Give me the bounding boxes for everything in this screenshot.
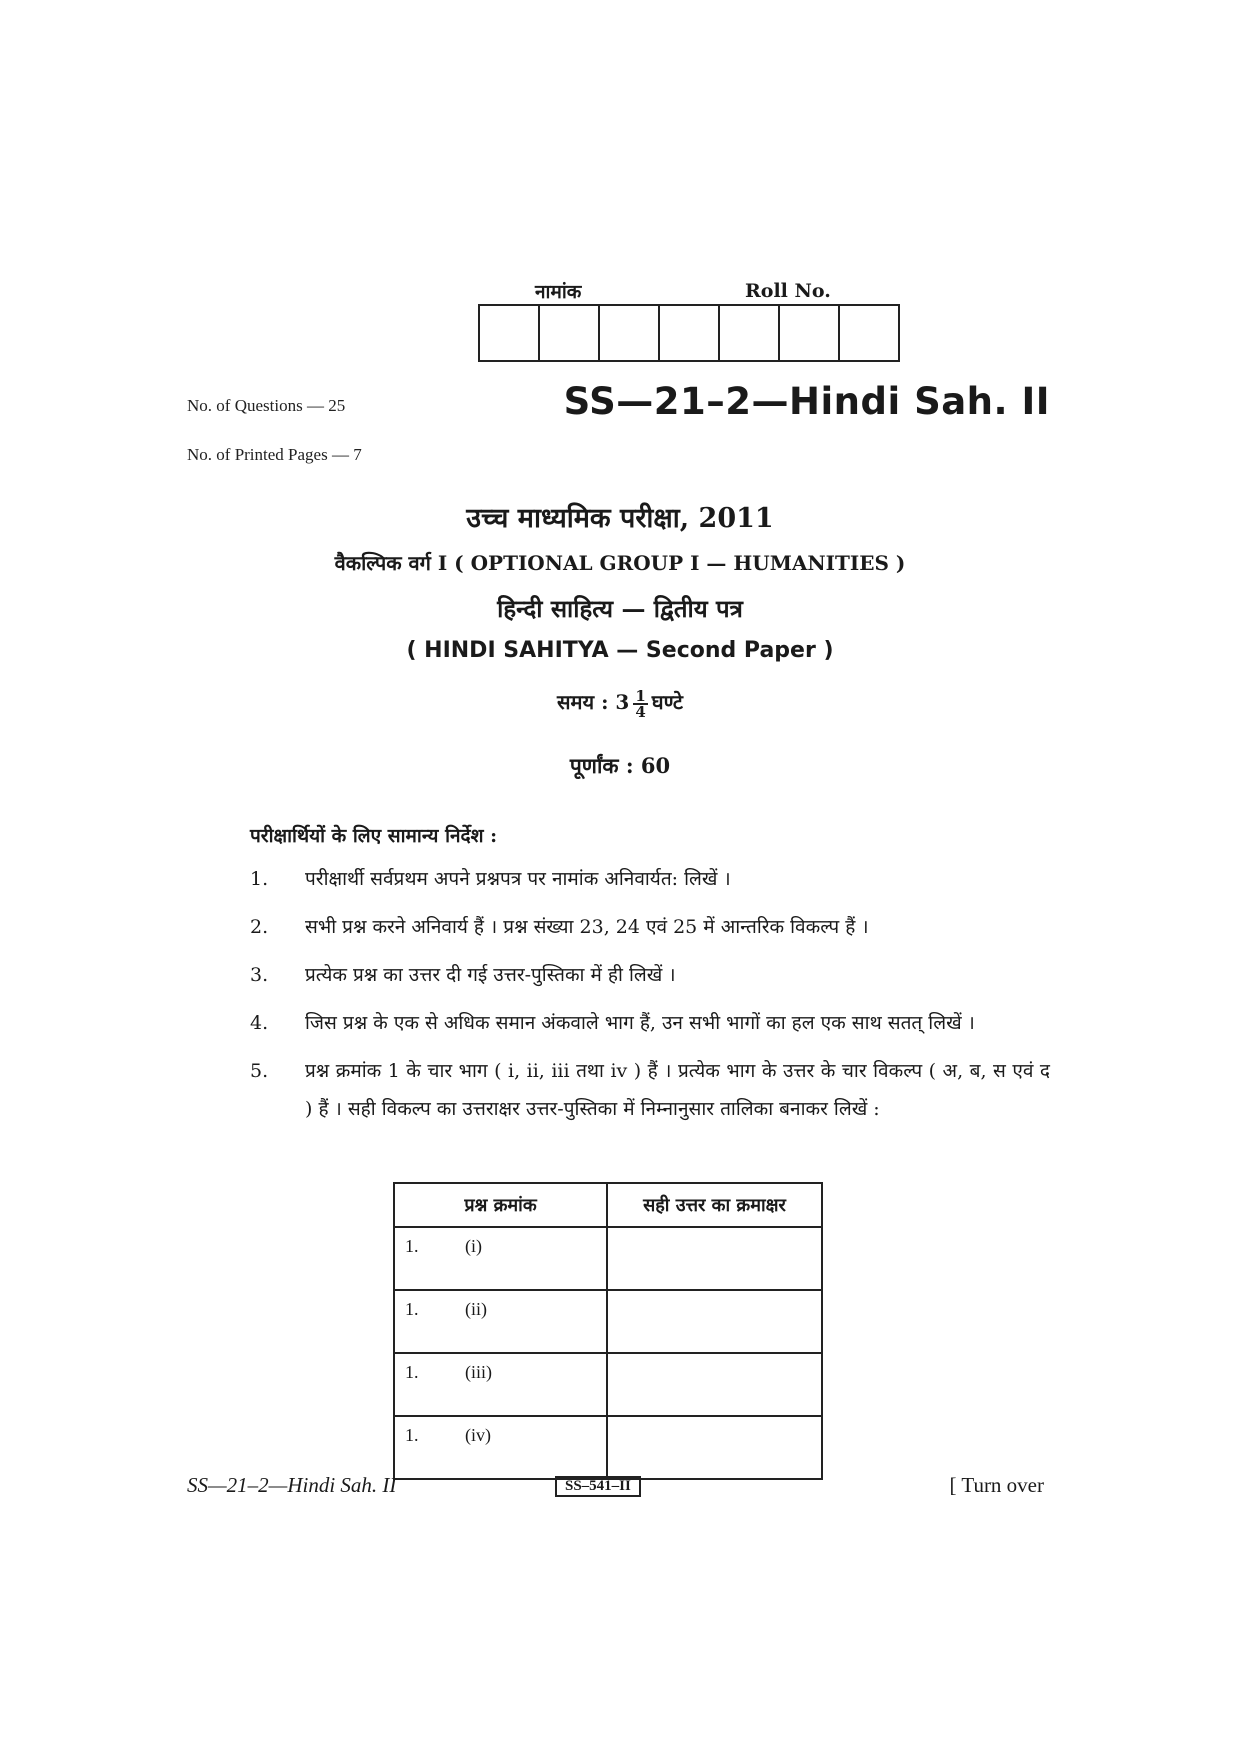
roll-box[interactable]: [540, 306, 600, 360]
table-row: [394, 1353, 822, 1416]
instruction-number: 1.: [250, 868, 269, 890]
instruction-number: 3.: [250, 964, 269, 986]
instructions-list: [250, 860, 1050, 1138]
fraction-numerator: 1: [635, 686, 646, 705]
column-header-question-number: प्रश्न क्रमांक: [394, 1183, 607, 1227]
question-part: (i): [465, 1236, 482, 1256]
roll-box[interactable]: [720, 306, 780, 360]
instruction-text: प्रत्येक प्रश्न का उत्तर दी गई उत्तर-पुस्तिका में ही लिखें ।: [305, 964, 676, 986]
time-unit: घण्टे: [651, 690, 683, 714]
question-cell: [394, 1290, 607, 1353]
question-cell: [394, 1227, 607, 1290]
fraction-denominator: 4: [635, 702, 646, 721]
exam-title: उच्च माध्यमिक परीक्षा, 2011: [466, 503, 774, 534]
instruction-text: प्रश्न क्रमांक 1 के चार भाग ( i, ii, iii तथा iv ) हैं । प्रत्येक भाग के उत्तर के चार विकल्प ( अ, ब, स एवं द ) हैं । सही विकल्प का उत्तराक्षर उत्तर-पुस्तिका में निम्नानुसार तालिका बनाकर लिखें :: [305, 1060, 1050, 1120]
answer-format-table: [393, 1182, 823, 1480]
question-number: 1.: [405, 1425, 419, 1445]
roll-number-boxes[interactable]: [478, 304, 900, 362]
question-cell: [394, 1353, 607, 1416]
answer-cell[interactable]: [607, 1416, 822, 1479]
instruction-item: [250, 908, 1050, 946]
question-part: (iii): [465, 1362, 492, 1382]
roll-box[interactable]: [480, 306, 540, 360]
question-number: 1.: [405, 1236, 419, 1256]
instruction-number: 4.: [250, 1012, 269, 1034]
time-label: समय : 3: [557, 690, 630, 714]
question-number: 1.: [405, 1362, 419, 1382]
roll-box[interactable]: [660, 306, 720, 360]
time-allowed: [0, 688, 1240, 719]
question-part: (iv): [465, 1425, 491, 1445]
instruction-item: [250, 860, 1050, 898]
roll-box[interactable]: [600, 306, 660, 360]
footer-paper-code: SS—21–2—Hindi Sah. II: [187, 1473, 397, 1497]
answer-cell[interactable]: [607, 1227, 822, 1290]
instruction-item: [250, 1052, 1050, 1128]
footer-series-code: SS–541–II: [555, 1476, 641, 1497]
question-number: 1.: [405, 1299, 419, 1319]
turn-over-note: [ Turn over: [949, 1473, 1044, 1497]
instruction-number: 2.: [250, 916, 269, 938]
time-fraction: [633, 686, 647, 721]
table-row: [394, 1416, 822, 1479]
answer-cell[interactable]: [607, 1353, 822, 1416]
instruction-text: जिस प्रश्न के एक से अधिक समान अंकवाले भाग हैं, उन सभी भागों का हल एक साथ सतत् लिखें ।: [305, 1012, 975, 1034]
subject-hindi: हिन्दी साहित्य — द्वितीय पत्र: [497, 594, 743, 623]
paper-code-title: SS—21–2—Hindi Sah. II: [563, 380, 1050, 423]
instruction-number: 5.: [250, 1060, 269, 1082]
roll-box[interactable]: [840, 306, 898, 360]
table-header-row: [394, 1183, 822, 1227]
number-of-questions: No. of Questions — 25: [187, 396, 346, 415]
roll-box[interactable]: [780, 306, 840, 360]
subject-english: ( HINDI SAHITYA — Second Paper ): [406, 638, 834, 663]
instruction-item: [250, 1004, 1050, 1042]
instruction-text: परीक्षार्थी सर्वप्रथम अपने प्रश्नपत्र पर नामांक अनिवार्यत: लिखें ।: [305, 868, 731, 890]
roll-label-english: Roll No.: [745, 280, 831, 302]
question-part: (ii): [465, 1299, 487, 1319]
answer-cell[interactable]: [607, 1290, 822, 1353]
column-header-answer-letter: सही उत्तर का क्रमाक्षर: [607, 1183, 822, 1227]
roll-label-hindi: नामांक: [535, 281, 582, 303]
instructions-heading: परीक्षार्थियों के लिए सामान्य निर्देश :: [250, 825, 498, 847]
maximum-marks: पूर्णांक : 60: [569, 753, 671, 778]
table-row: [394, 1227, 822, 1290]
instruction-text: सभी प्रश्न करने अनिवार्य हैं । प्रश्न संख्या 23, 24 एवं 25 में आन्तरिक विकल्प हैं ।: [305, 916, 869, 938]
number-of-pages: No. of Printed Pages — 7: [187, 445, 362, 464]
question-cell: [394, 1416, 607, 1479]
table-row: [394, 1290, 822, 1353]
optional-group: वैकल्पिक वर्ग I ( OPTIONAL GROUP I — HUMANITIES ): [334, 551, 906, 575]
instruction-item: [250, 956, 1050, 994]
